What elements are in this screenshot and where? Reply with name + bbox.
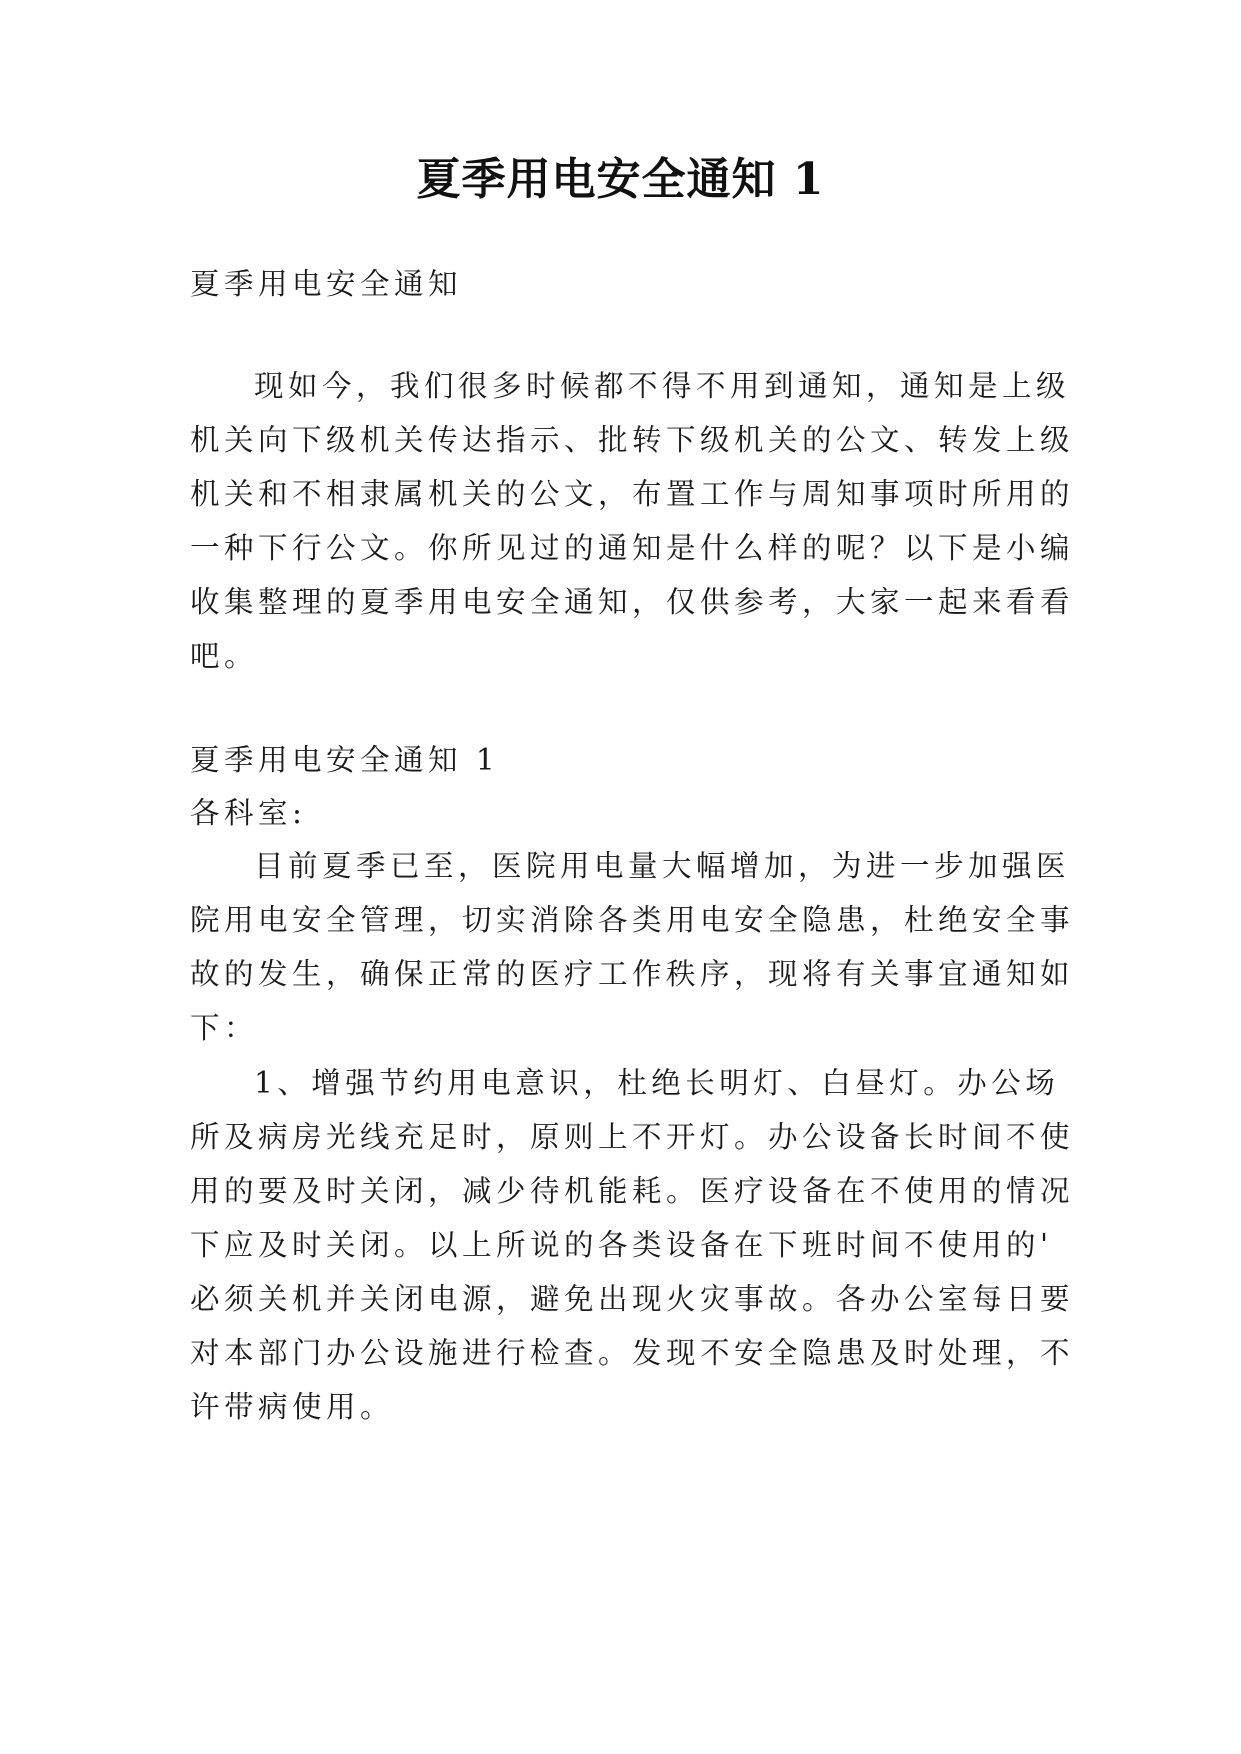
- document-title: 夏季用电安全通知 1: [416, 154, 825, 205]
- document-heading: 夏季用电安全通知: [190, 267, 463, 301]
- intro-line-3: 机关和不相隶属机关的公文，布置工作与周知事项时所用的: [190, 477, 1075, 511]
- para1-line-3: 故的发生，确保正常的医疗工作秩序，现将有关事宜通知如: [190, 957, 1075, 991]
- para1-line-2: 院用电安全管理，切实消除各类用电安全隐患，杜绝安全事: [190, 903, 1075, 937]
- para1-line-1: 目前夏季已至，医院用电量大幅增加，为进一步加强医: [254, 849, 1071, 883]
- para2-line-4: 下应及时关闭。以上所说的各类设备在下班时间不使用的': [190, 1228, 1053, 1262]
- intro-line-6: 吧。: [190, 639, 259, 673]
- para2-line-7: 许带病使用。: [190, 1390, 395, 1424]
- intro-line-4: 一种下行公文。你所见过的通知是什么样的呢？以下是小编: [190, 531, 1075, 565]
- para2-line-6: 对本部门办公设施进行检查。发现不安全隐患及时处理，不: [190, 1336, 1075, 1370]
- salutation: 各科室:: [190, 796, 307, 830]
- intro-line-5: 收集整理的夏季用电安全通知，仅供参考，大家一起来看看: [190, 585, 1075, 619]
- section-title: 夏季用电安全通知 1: [190, 743, 500, 777]
- intro-line-1: 现如今，我们很多时候都不得不用到通知，通知是上级: [254, 369, 1071, 403]
- para2-line-3: 用的要及时关闭，减少待机能耗。医疗设备在不使用的情况: [190, 1174, 1075, 1208]
- intro-line-2: 机关向下级机关传达指示、批转下级机关的公文、转发上级: [190, 423, 1075, 457]
- para2-line-2: 所及病房光线充足时，原则上不开灯。办公设备长时间不使: [190, 1120, 1075, 1154]
- para2-line-1: 1、增强节约用电意识，杜绝长明灯、白昼灯。办公场: [254, 1066, 1060, 1100]
- para1-line-4: 下：: [190, 1011, 259, 1045]
- para2-line-5: 必须关机并关闭电源，避免出现火灾事故。各办公室每日要: [190, 1282, 1075, 1316]
